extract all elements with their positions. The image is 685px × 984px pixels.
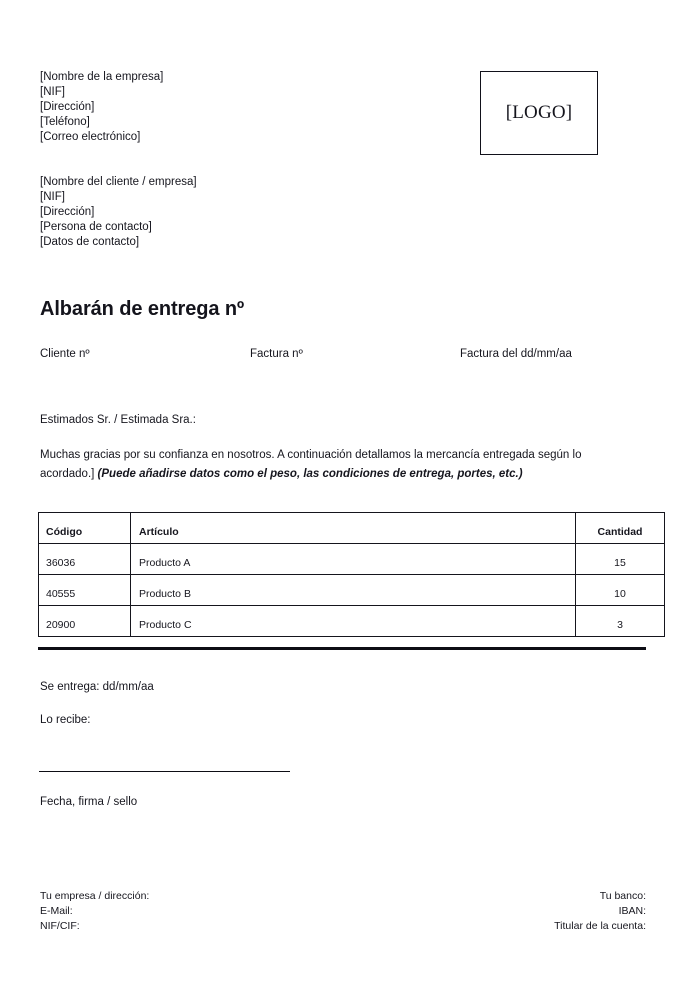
client-name: [Nombre del cliente / empresa] <box>40 176 197 188</box>
signature-caption: Fecha, firma / sello <box>40 796 138 808</box>
client-address: [Dirección] <box>40 206 95 218</box>
cell-item: Producto C <box>131 606 576 637</box>
delivery-date-label: Se entrega: dd/mm/aa <box>40 681 154 693</box>
header-item: Artículo <box>131 513 576 544</box>
cell-quantity: 10 <box>576 575 665 606</box>
table-header-row <box>39 513 665 544</box>
body-paragraph <box>40 446 628 484</box>
document-meta-row <box>0 348 685 364</box>
company-nif: [NIF] <box>40 86 65 98</box>
logo-placeholder-text: [LOGO] <box>505 102 573 123</box>
header-code: Código <box>39 513 131 544</box>
cell-code: 20900 <box>39 606 131 637</box>
footer-nif-cif: NIF/CIF: <box>40 920 80 932</box>
signature-line <box>39 771 290 772</box>
salutation-text: Estimados Sr. / Estimada Sra.: <box>40 414 196 426</box>
company-address-block <box>40 70 163 145</box>
table-row <box>39 575 665 606</box>
section-divider <box>38 647 646 650</box>
footer-iban: IBAN: <box>618 905 646 917</box>
cell-code: 36036 <box>39 544 131 575</box>
footer-company-address: Tu empresa / dirección: <box>40 890 150 902</box>
footer-bank: Tu banco: <box>599 890 646 902</box>
company-address: [Dirección] <box>40 101 95 113</box>
cell-quantity: 3 <box>576 606 665 637</box>
company-phone: [Teléfono] <box>40 116 90 128</box>
company-name: [Nombre de la empresa] <box>40 71 164 83</box>
client-nif: [NIF] <box>40 191 65 203</box>
cell-item: Producto A <box>131 544 576 575</box>
client-contact-details: [Datos de contacto] <box>40 236 140 248</box>
company-email: [Correo electrónico] <box>40 131 141 143</box>
invoice-number-label: Factura nº <box>250 348 303 360</box>
header-quantity: Cantidad <box>576 513 665 544</box>
client-number-label: Cliente nº <box>40 348 90 360</box>
cell-code: 40555 <box>39 575 131 606</box>
page-title: Albarán de entrega nº <box>40 298 245 320</box>
body-paragraph-note: (Puede añadirse datos como el peso, las condiciones de entrega, portes, etc.) <box>97 468 523 480</box>
client-contact-person: [Persona de contacto] <box>40 221 152 233</box>
client-address-block <box>40 175 197 250</box>
footer-email: E-Mail: <box>40 905 73 917</box>
logo-placeholder-box <box>480 71 598 155</box>
invoice-date-label: Factura del dd/mm/aa <box>460 348 572 360</box>
received-by-label: Lo recibe: <box>40 714 91 726</box>
footer-bank-block <box>554 889 646 934</box>
footer-company-block <box>40 889 149 934</box>
table-row <box>39 606 665 637</box>
table-row <box>39 544 665 575</box>
cell-quantity: 15 <box>576 544 665 575</box>
body-paragraph-plain: Muchas gracias por su confianza en nosotros. A continuación detallamos la mercancía entregada según lo acordado.] <box>40 449 582 480</box>
items-table <box>38 512 665 637</box>
cell-item: Producto B <box>131 575 576 606</box>
footer-account-holder: Titular de la cuenta: <box>554 920 646 932</box>
